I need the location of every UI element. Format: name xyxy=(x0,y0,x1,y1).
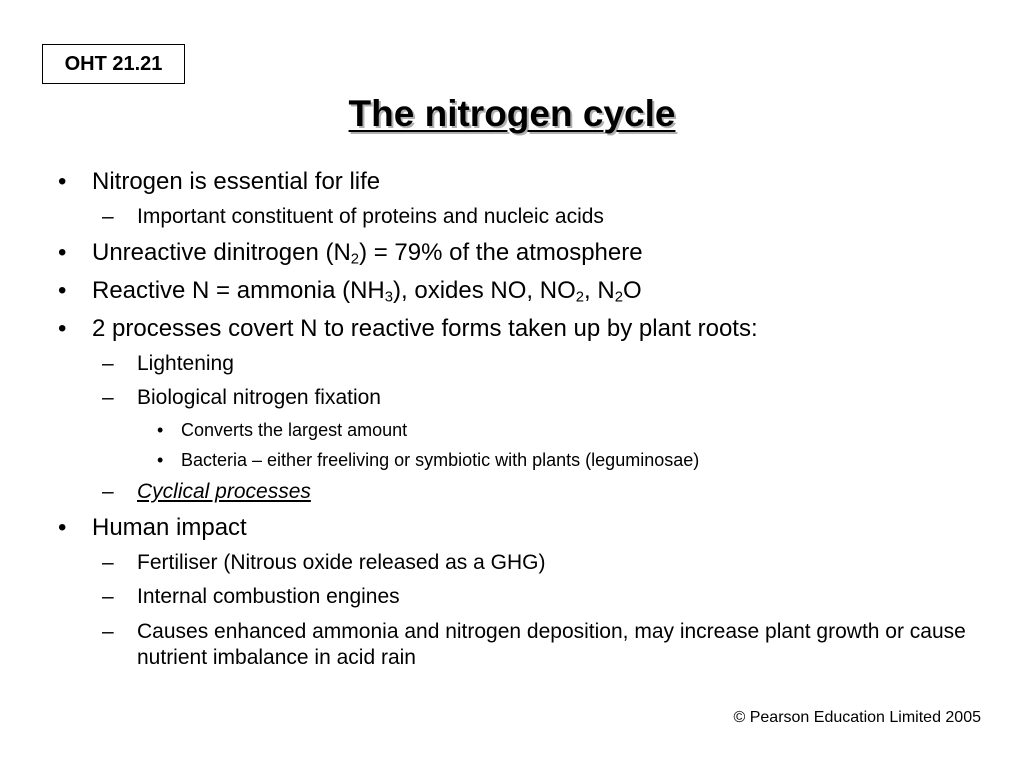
dash-marker: – xyxy=(102,386,114,409)
sub-bullet-deposition: Causes enhanced ammonia and nitrogen deposition, may increase plant growth or cause nutrient imbalance in acid rain xyxy=(137,620,966,669)
small-bullet-marker: • xyxy=(157,420,164,440)
sub-sub-bullet-largest-amount: Converts the largest amount xyxy=(181,420,408,440)
bullet-processes: 2 processes covert N to reactive forms taken up by plant roots: xyxy=(92,315,758,342)
sub-bullet-lightening: Lightening xyxy=(137,352,234,375)
sub-sub-bullet-bacteria: Bacteria – either freeliving or symbiotic with plants (leguminosae) xyxy=(181,450,700,470)
bullet-marker: • xyxy=(58,514,67,541)
sub-bullet-biological-fixation: Biological nitrogen fixation xyxy=(137,386,381,409)
bullet-dinitrogen: Unreactive dinitrogen $(N_2) = 79\%$ of the atmosphere xyxy=(92,239,643,268)
bullet-human-impact: Human impact xyxy=(92,514,247,541)
bullet-marker: • xyxy=(58,168,67,195)
dash-marker: – xyxy=(102,480,114,503)
sub-bullet-proteins: Important constituent of proteins and nucleic acids xyxy=(137,205,604,228)
bullet-marker: • xyxy=(58,277,67,304)
sub-bullet-fertiliser: Fertiliser (Nitrous oxide released as a GHG) xyxy=(137,551,546,574)
dash-marker: – xyxy=(102,352,114,375)
dash-marker: – xyxy=(102,205,114,228)
slide-label-box xyxy=(42,44,185,84)
small-bullet-marker: • xyxy=(157,450,164,470)
dash-marker: – xyxy=(102,585,114,608)
bullet-marker: • xyxy=(58,315,67,342)
sub-bullet-combustion-engines: Internal combustion engines xyxy=(137,585,400,608)
copyright-footer: © Pearson Education Limited 2005 xyxy=(733,709,981,726)
bullet-essential-for-life: Nitrogen is essential for life xyxy=(92,168,381,195)
page-title: The nitrogen cycle xyxy=(348,93,676,134)
sub-bullet-cyclical-processes: Cyclical processes xyxy=(137,480,311,503)
dash-marker: – xyxy=(102,620,114,643)
slide-label: OHT 21.21 xyxy=(64,53,163,75)
dash-marker: – xyxy=(102,551,114,574)
bullet-reactive-n: Reactive N = ammonia $(NH_3)$, oxides NO, $NO_2$, $N_2O$ xyxy=(92,277,642,306)
bullet-marker: • xyxy=(58,239,67,266)
